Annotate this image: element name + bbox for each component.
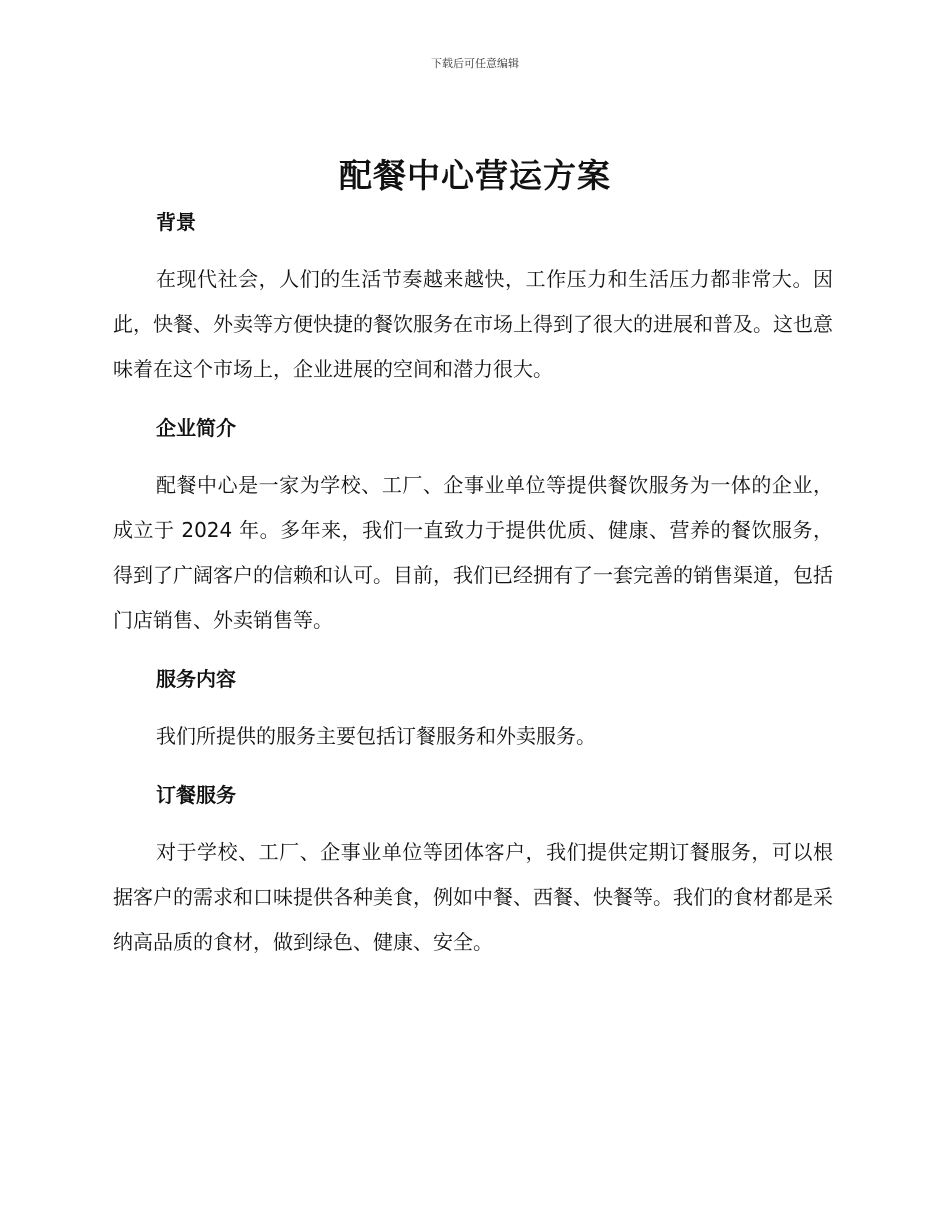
document-title: 配餐中心营运方案 — [339, 156, 611, 195]
section-heading-company-intro: 企业简介 — [156, 416, 236, 440]
paragraph-background: 在现代社会，人们的生活节奏越来越快，工作压力和生活压力都非常大。因此，快餐、外卖等方便快捷的餐饮服务在市场上得到了很大的进展和普及。这也意味着在这个市场上，企业进展的空间和潜力很大。 — [113, 267, 833, 381]
document-body — [113, 200, 833, 965]
section-heading-order-service: 订餐服务 — [156, 783, 236, 807]
paragraph-services: 我们所提供的服务主要包括订餐服务和外卖服务。 — [156, 724, 596, 748]
header-note: 下载后可任意编辑 — [431, 57, 519, 70]
paragraph-order-service: 对于学校、工厂、企事业单位等团体客户，我们提供定期订餐服务，可以根据客户的需求和口味提供各种美食，例如中餐、西餐、快餐等。我们的食材都是采纳高品质的食材，做到绿色、健康、安全。 — [113, 840, 833, 954]
paragraph-company-intro: 配餐中心是一家为学校、工厂、企事业单位等提供餐饮服务为一体的企业，成立于 2024 年。多年来，我们一直致力于提供优质、健康、营养的餐饮服务，得到了广阔客户的信赖和认可。目前，我们已经拥有了一套完善的销售渠道，包括门店销售、外卖销售等。 — [113, 473, 833, 632]
section-heading-services: 服务内容 — [156, 667, 236, 691]
section-heading-background: 背景 — [156, 210, 196, 234]
